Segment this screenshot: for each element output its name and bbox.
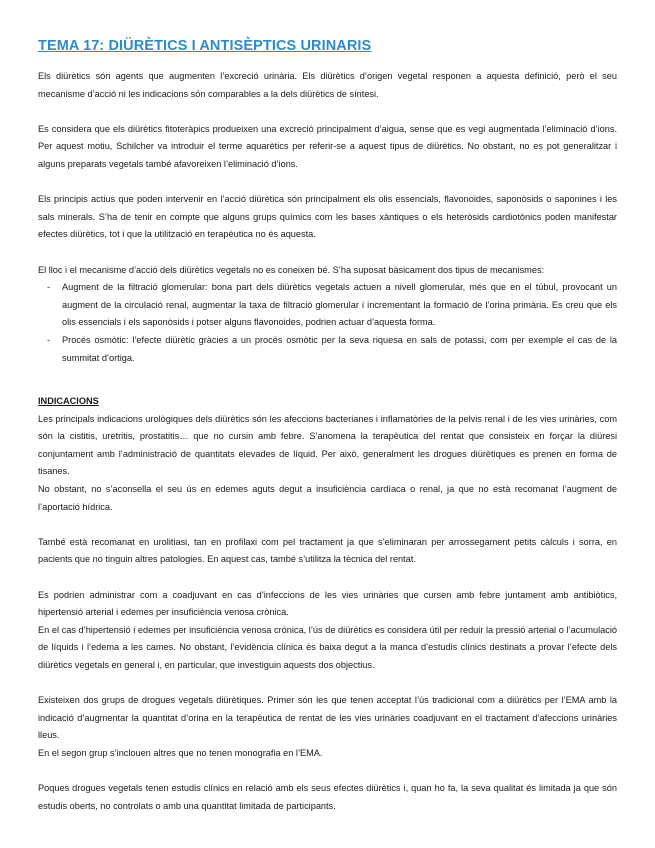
intro-paragraph-mechanisms: El lloc i el mecanisme d’acció dels diürètics vegetals no es coneixen bé. S’ha suposat bàsicament dos tipus de mecanismes: bbox=[38, 264, 545, 275]
indicacions-paragraph-contraindication: No obstant, no s’aconsella el seu ús en edemes aguts degut a insuficiència cardíaca o renal, ja que no està recomanat l’augment de l’aportació hídrica. bbox=[38, 484, 617, 512]
indicacions-paragraph-urolithiasis: També està recomanat en urolitiasi, tan en profilaxi com pel tractament ja que s’eliminaran per arrossegament petits càlculs i sorra, en pacients que no tinguin altres patologies. En aquest cas, també s’utilitza la tècnica del rentat. bbox=[38, 536, 617, 565]
intro-paragraph-active-principles: Els principis actius que poden intervenir en l’acció diürètica són principalment els olis essencials, flavonoides, saponòsids o saponines i les sals minerals. S’ha de tenir en compte que alguns grups químics com les bases xàntiques o els heteròsids cardiotònics poden manifestar efectes diürètics, tot i que la utilització en terapèutica no és aquesta. bbox=[38, 194, 617, 240]
bullet-dash: - bbox=[47, 334, 51, 345]
mechanisms-list bbox=[38, 279, 617, 367]
intro-paragraph-aquaretics: Es considera que els diürètics fitoteràpics produeixen una excreció principalment d’aigua, sense que es vegi augmentada l’eliminació d’ions. Per aquest motiu, Schilcher va introduir el terme aquarètics per referir-se a aquest tipus de diürètics. No obstant, no es pot generalitzar i alguns preparats vegetals també afavoreixen l’eliminació d’ions. bbox=[38, 123, 617, 169]
mechanism-osmotic-process: Procés osmòtic: l’efecte diürètic gràcies a un procés osmòtic per la seva riquesa en sals de potassi, com per exemple el cas de la summitat d’ortiga. bbox=[62, 334, 617, 363]
list-item bbox=[38, 332, 617, 367]
intro-paragraph-definition: Els diürètics són agents que augmenten l’excreció urinària. Els diürètics d’origen vegetal responen a aquesta definició, però el seu mecanisme d’acció ni les indicacions són comparables a la dels diürètics de síntesi. bbox=[38, 71, 617, 99]
indicacions-paragraph-clinical-studies: Poques drogues vegetals tenen estudis clínics en relació amb els seus efectes diürètics i, quan ho fa, la seva qualitat és limitada ja que són estudis oberts, no controlats o amb una quantitat limitada de participants. bbox=[38, 783, 617, 811]
indicacions-paragraph-second-group: En el segon grup s’inclouen altres que no tenen monografia en l’EMA. bbox=[38, 747, 323, 758]
indicacions-paragraph-ema-groups: Existeixen dos grups de drogues vegetals diürètiques. Primer són les que tenen acceptat l’ús tradicional com a diürètics per l’EMA amb la indicació d’augmentar la quantitat d’orina en la terapèutica de rentat de les vies urinàries coadjuvant en el tractament d’afeccions urinàries lleus. bbox=[38, 695, 617, 741]
section-heading-indicacions: INDICACIONS bbox=[38, 396, 99, 407]
page-title: TEMA 17: DIÜRÈTICS I ANTISÈPTICS URINARIS bbox=[38, 38, 372, 54]
mechanism-glomerular-filtration: Augment de la filtració glomerular: bona part dels diürètics vegetals actuen a nivell glomerular, més que en el túbul, provocant un augment de la circulació renal, augmentar la taxa de filtració glomerular i incrementant la formació de l’orina primària. Es creu que els olis essencials i els saponòsids i potser alguns flavonoides, podrien actuar d’aquesta forma. bbox=[62, 282, 617, 328]
list-item bbox=[38, 279, 617, 332]
indicacions-paragraph-hypertension: En el cas d’hipertensió i edemes per insuficiència venosa crònica, l’ús de diürètics es considera útil per reduir la pressió arterial o l’acumulació de líquids i l’edema a les cames. No obstant, l’evidència clínica és baixa degut a la manca d’estudis clínics destinats a provar l’efecte dels diürètics vegetals en general i, en particular, que investiguin aquests dos objectius. bbox=[38, 624, 617, 670]
bullet-dash: - bbox=[47, 282, 51, 293]
indicacions-paragraph-coadjuvant: Es podrien administrar com a coadjuvant en cas d’infeccions de les vies urinàries que cursen amb febre juntament amb antibiòtics, hipertensió arterial i edemes per insuficiència venosa crònica. bbox=[38, 589, 617, 618]
indicacions-paragraph-urological: Les principals indicacions urològiques dels diürètics són les afeccions bacterianes i inflamatòries de la pelvis renal i de les vies urinàries, com són la cistitis, uretritis, prostatitis… que no cursin amb febre. S’anomena la terapèutica del rentat que consisteix en forçar la diüresi conjuntament amb l’administració de quantitats elevades de líquid. Per això, generalment les drogues diürètiques es prenen en forma de tisanes. bbox=[38, 413, 617, 477]
document-page bbox=[38, 38, 617, 815]
